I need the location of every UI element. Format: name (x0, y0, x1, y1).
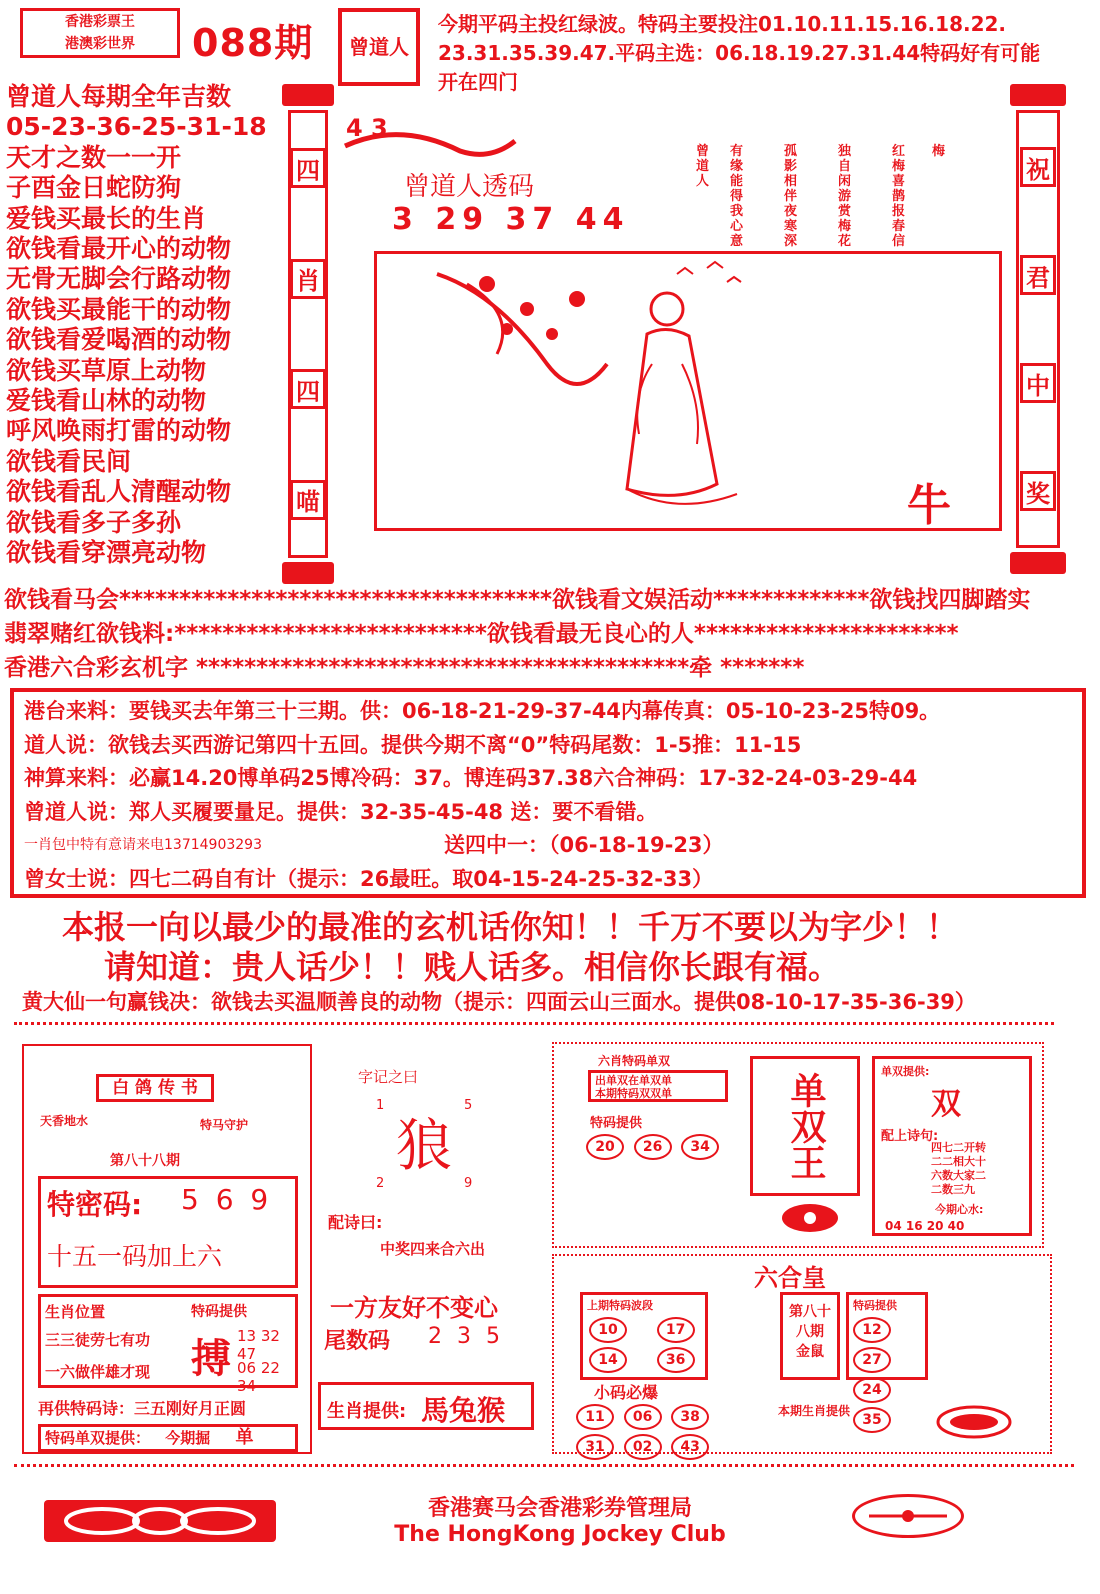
number-circle: 26 (634, 1134, 672, 1160)
riddle-line: 欲钱买最能干的动物 (6, 294, 232, 324)
riddle-star-lines (4, 583, 1094, 685)
poem-column: 孤影相伴夜寒深 (784, 144, 798, 249)
footer-logo-icon (44, 1500, 276, 1542)
issue-number: 088期 (192, 21, 314, 65)
sdk-right-char: 双 (931, 1087, 961, 1122)
sdk-title: 六肖特码单双 (598, 1054, 671, 1068)
poem-column: 红梅喜鹊报春信 (892, 144, 906, 249)
riddle-line: 欲钱看多子多孙 (6, 507, 182, 537)
liuhe-left-circles (587, 1315, 711, 1375)
special-code-nums: 5 6 9 (181, 1183, 273, 1216)
special-code-riddle: 十五一码加上六 (47, 1242, 223, 1271)
riddle-line: 爱钱看山林的动物 (6, 386, 207, 416)
phone-ad: 一肖包中特有意请来电13714903293 (24, 837, 262, 853)
riddle-line: 爱钱买最长的生肖 (6, 203, 207, 233)
liuhe-king-panel (552, 1254, 1052, 1454)
star-line: 香港六合彩玄机字 *****************************************牵 ******* (4, 655, 805, 681)
divider (14, 1022, 1054, 1031)
star-line: 欲钱看马会************************************欲钱看文娱活动*************欲钱找四脚踏实 (4, 587, 1031, 613)
riddle-line: 曾道人每期全年吉数 (6, 82, 232, 111)
liuhe-title: 六合皇 (754, 1264, 826, 1292)
liuhe-right-box (846, 1292, 928, 1428)
zodiac-line: 一六做伴雄才现 (45, 1363, 151, 1381)
riddle-line: 欲钱看乱人清醒动物 (6, 477, 232, 507)
tip-line: 港台来料：要钱买去年第三十三期。供：06-18-21-29-37-44内幕传真：05-10-23-25特09。 (24, 699, 941, 723)
poem-line: 中奖四来合六出 (380, 1240, 486, 1258)
top-line: 今期平码主投红绿波。特码主要投注01.10.11.15.16.18.22. (438, 12, 1007, 36)
poem-column: 曾道人 (696, 144, 710, 189)
wong-tai-sin-line: 黄大仙一句赢钱决：欲钱去买温顺善良的动物（提示：四面云山三面水。提供08-10-17-35-36-39） (22, 990, 976, 1014)
scroll-char: 喵 (290, 480, 326, 520)
top-announcement (438, 10, 1078, 97)
number-circle: 38 (671, 1404, 709, 1430)
masthead-logo-line: 香港彩票王 (65, 14, 135, 30)
number-circle: 43 (671, 1434, 709, 1460)
sdk-heart-label: 今期心水: (935, 1203, 984, 1216)
send-four: 送四中一：（06-18-19-23） (444, 833, 724, 857)
single-double-value: 今期掘 (165, 1429, 211, 1447)
scroll-body (288, 110, 328, 558)
number-circle: 06 (624, 1404, 662, 1430)
zodiac-provide-label: 生肖提供: (327, 1401, 407, 1422)
pigeon-sub: 天香地水 (40, 1114, 89, 1128)
character-riddle-panel (318, 1054, 538, 1454)
star-line: 翡翠赌红欲钱料:**************************欲钱看最无良心的人********************** (4, 621, 959, 647)
special-code-box (38, 1176, 298, 1288)
number-circle: 35 (853, 1407, 891, 1433)
liuhe-mid-label: 第八十八期 (789, 1304, 831, 1340)
sdk-poem-line: 六数大家二 (931, 1169, 986, 1182)
sdk-poem-label: 配上诗句: (881, 1129, 939, 1144)
number-circle: 34 (681, 1134, 719, 1160)
painting-numbers: 3 29 37 44 (392, 202, 630, 237)
scroll-char: 祝 (1020, 147, 1056, 187)
poem-column: 梅 (932, 144, 946, 159)
sdk-heart-nums: 04 16 20 40 (885, 1219, 965, 1233)
sdk-lines-box (588, 1070, 728, 1102)
small-code-label: 小码必爆 (594, 1383, 659, 1402)
painting-frame (374, 251, 1002, 531)
zodiac-provide-value: 馬兔猴 (421, 1394, 506, 1427)
scroll-roller (282, 562, 334, 584)
liuhe-left-box (580, 1292, 708, 1380)
riddle-line: 欲钱看爱喝酒的动物 (6, 325, 232, 355)
flower-icon (780, 1200, 840, 1236)
riddle-line: 欲钱看民间 (6, 446, 132, 476)
sdk-big-label: 单双王 (750, 1056, 860, 1196)
sdk-poem-line: 二数三九 (931, 1183, 975, 1196)
painting-title: 曾道人透码 (404, 172, 535, 202)
left-scroll (282, 84, 334, 584)
bo-char: 搏 (191, 1336, 231, 1382)
scroll-char: 肖 (290, 259, 326, 299)
number-circle: 27 (853, 1347, 891, 1373)
scroll-char: 四 (290, 148, 326, 188)
sdk-poem (931, 1141, 986, 1197)
scroll-roller (282, 84, 334, 106)
scroll-roller (1010, 552, 1066, 574)
scroll-body (1016, 110, 1060, 548)
tip-row-phone (24, 829, 1072, 863)
zodiac-position-box (38, 1294, 298, 1395)
liuhe-right-label: 特码提供 (853, 1299, 897, 1312)
tips-box (10, 688, 1086, 898)
special-poem: 再供特码诗：三五刚好月正圆 (38, 1399, 247, 1418)
tip-line: 曾女士说：四七二码自有计（提示：26最旺。取04-15-24-25-32-33） (24, 866, 714, 891)
poem-label: 配诗曰: (328, 1213, 383, 1232)
number-circle: 20 (586, 1134, 624, 1160)
sdk-special-label: 特码提供 (590, 1116, 643, 1131)
corner-num: 1 (376, 1098, 385, 1113)
sdk-line: 出单双在单双单 (595, 1074, 672, 1087)
scroll-char: 四 (290, 369, 326, 409)
number-circle: 31 (576, 1434, 614, 1460)
poem-column: 有缘能得我心意 (730, 144, 744, 249)
single-double-box (38, 1424, 298, 1452)
riddle-line: 天才之数一一开 (6, 142, 182, 172)
right-scroll (1010, 84, 1066, 574)
tail-nums: 2 3 5 (428, 1324, 504, 1349)
number-circle: 14 (589, 1347, 627, 1373)
riddle-char: 狼 (396, 1114, 452, 1179)
riddle-line: 05-23-36-25-31-18 (6, 112, 267, 142)
number-circle: 10 (589, 1317, 627, 1343)
painting-badge: 4 3 (346, 114, 388, 142)
pigeon-issue: 第八十八期 (110, 1153, 180, 1169)
scroll-roller (1010, 84, 1066, 106)
sdk-poem-line: 四七二开转 (931, 1141, 986, 1154)
liuhe-bottom-text: 本期生肖提供 (778, 1404, 851, 1418)
corner-num: 9 (464, 1176, 473, 1191)
riddle-line: 欲钱看穿漂亮动物 (6, 538, 207, 568)
number-circle: 12 (853, 1317, 891, 1343)
pigeon-letter-panel (22, 1044, 312, 1454)
riddle-line: 呼风唤雨打雷的动物 (6, 416, 232, 446)
number-circle: 24 (853, 1377, 891, 1403)
zodiac-ox: 牛 (907, 480, 951, 531)
sdk-poem-line: 二二相大十 (931, 1155, 986, 1168)
left-riddle-column (6, 82, 278, 569)
sdk-line: 本期特码双双单 (595, 1087, 672, 1100)
single-double-king-panel (552, 1042, 1044, 1248)
footer-seal-icon (852, 1494, 964, 1538)
motto-line: 一方友好不变心 (330, 1294, 498, 1322)
top-line: 开在四门 (438, 70, 518, 94)
divider (14, 1464, 1074, 1473)
footer-org (320, 1496, 800, 1548)
sdk-right-box (872, 1056, 1032, 1236)
sdk-right-title: 单双提供: (881, 1065, 930, 1078)
pigeon-title: 白 鸽 传 书 (96, 1074, 214, 1102)
pigeon-sub: 特马守护 (200, 1118, 249, 1132)
zodiac-line: 三三徒劳七有功 (45, 1331, 151, 1349)
corner-num: 5 (464, 1098, 473, 1113)
liuhe-left-label: 上期特码波段 (587, 1299, 653, 1312)
number-circle: 17 (657, 1317, 695, 1343)
tip-line: 神算来料：必赢14.20博单码25博冷码：37。博连码37.38六合神码：17-32-24-03-29-44 (24, 766, 918, 790)
single-double-value: 单 (235, 1427, 254, 1448)
char-riddle-title: 字记之曰 (358, 1068, 419, 1086)
masthead-logo-line: 港澳彩世界 (65, 36, 135, 52)
slogan-line-2: 请知道：贵人话少！！贱人话多。相信你长跟有福。 (104, 948, 841, 986)
sdk-circles (584, 1132, 721, 1162)
scroll-char: 中 (1020, 363, 1056, 403)
provide-nums: 13 32 47 (237, 1327, 280, 1363)
liuhe-mid-sub: 金鼠 (796, 1344, 824, 1360)
scroll-char: 奖 (1020, 471, 1056, 511)
zodiac-pos-label: 生肖位置 (45, 1303, 106, 1321)
tail-label: 尾数码 (324, 1329, 391, 1354)
number-circle: 02 (624, 1434, 662, 1460)
liuhe-right-circles (851, 1315, 931, 1435)
riddle-line: 欲钱买草原上动物 (6, 355, 207, 385)
painting-panel (340, 96, 1005, 546)
riddle-line: 子酉金日蛇防狗 (6, 173, 182, 203)
single-double-label: 特码单双提供： (45, 1429, 151, 1447)
tip-line: 道人说：欲钱去买西游记第四十五回。提供今期不离“0”特码尾数：1-5推：11-15 (24, 732, 802, 757)
lady-with-plum-blossom-icon (377, 254, 999, 528)
number-circle: 36 (657, 1347, 695, 1373)
number-circle: 11 (576, 1404, 614, 1430)
scroll-char: 君 (1020, 255, 1056, 295)
daoren-seal: 曾道人 (338, 8, 420, 86)
tip-line: 曾道人说：郑人买履要量足。提供：32-35-45-48 送：要不看错。 (24, 799, 658, 824)
poem-column: 独自闲游赏梅花 (838, 144, 852, 249)
masthead-logo (20, 8, 180, 58)
footer-line-cn: 香港赛马会香港彩券管理局 (427, 1496, 692, 1521)
zodiac-provide-box (318, 1382, 534, 1430)
special-provide-label: 特码提供 (191, 1304, 247, 1320)
riddle-line: 无骨无脚会行路动物 (6, 264, 232, 294)
special-code-label: 特密码: (47, 1188, 143, 1221)
provide-nums: 06 22 34 (237, 1359, 280, 1395)
small-code-circles (574, 1402, 734, 1462)
corner-num: 2 (376, 1176, 385, 1191)
oval-seal-icon (934, 1404, 1014, 1440)
riddle-line: 欲钱看最开心的动物 (6, 234, 232, 264)
brush-stroke-icon (340, 126, 520, 166)
liuhe-mid-box (780, 1292, 840, 1380)
slogan-line-1: 本报一向以最少的最准的玄机话你知！！千万不要以为字少！！ (62, 908, 959, 946)
footer-line-en: The HongKong Jockey Club (394, 1522, 726, 1547)
top-line: 23.31.35.39.47.平码主选：06.18.19.27.31.44特码好有可能 (438, 41, 1041, 65)
